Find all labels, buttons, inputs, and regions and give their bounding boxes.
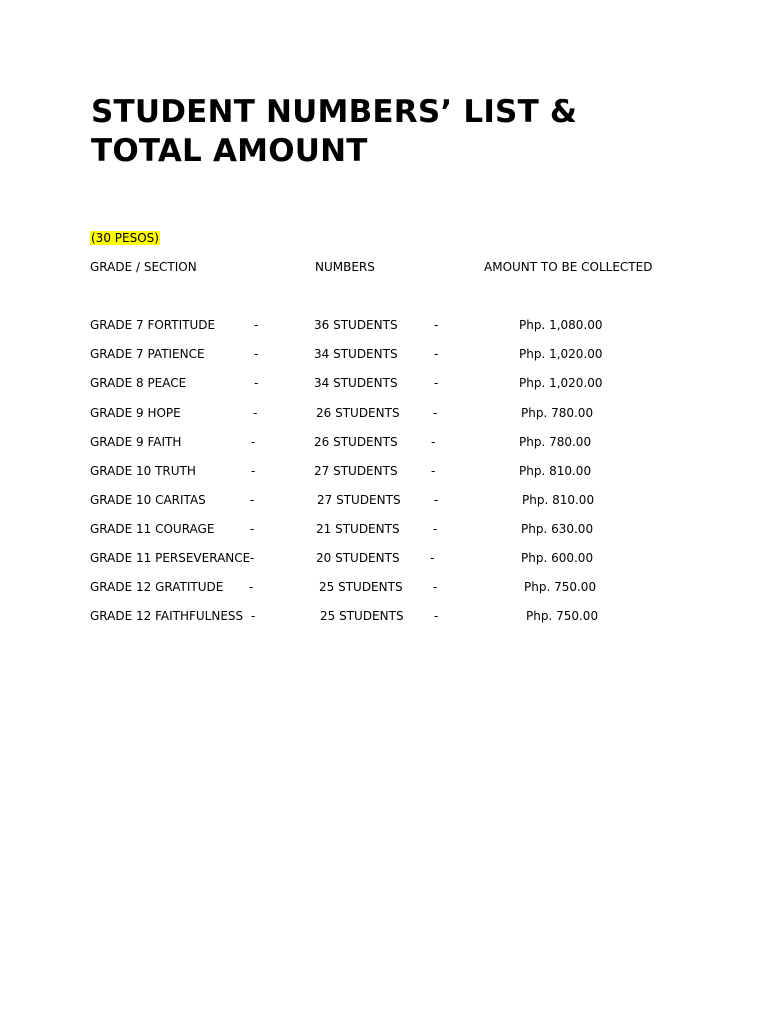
row-6-dash-1: - — [251, 464, 256, 478]
row-5-students: 26 STUDENTS — [314, 435, 398, 449]
row-10-dash-1: - — [249, 580, 254, 594]
row-7-dash-1: - — [250, 493, 255, 507]
row-1-amount: Php. 1,080.00 — [519, 318, 603, 332]
row-6-students: 27 STUDENTS — [314, 464, 398, 478]
price-note — [90, 231, 160, 246]
row-6-section: GRADE 10 TRUTH — [90, 464, 196, 478]
row-3-amount: Php. 1,020.00 — [519, 376, 603, 390]
row-4-dash-2: - — [433, 406, 438, 420]
row-11-students: 25 STUDENTS — [320, 609, 404, 623]
row-1-section: GRADE 7 FORTITUDE — [90, 318, 216, 332]
row-2-section: GRADE 7 PATIENCE — [90, 347, 205, 361]
row-8-section: GRADE 11 COURAGE — [90, 522, 215, 536]
row-9-dash-1: - — [250, 551, 255, 565]
row-5-dash-1: - — [251, 435, 256, 449]
row-4-students: 26 STUDENTS — [316, 406, 400, 420]
row-7-section: GRADE 10 CARITAS — [90, 493, 206, 507]
row-7-students: 27 STUDENTS — [317, 493, 401, 507]
row-2-dash-1: - — [254, 347, 259, 361]
row-2-dash-2: - — [434, 347, 439, 361]
row-5-amount: Php. 780.00 — [519, 435, 592, 449]
row-4-amount: Php. 780.00 — [521, 406, 594, 420]
row-11-dash-2: - — [434, 609, 439, 623]
row-10-section: GRADE 12 GRATITUDE — [90, 580, 224, 594]
price-note-highlight: (30 PESOS) — [91, 231, 159, 245]
row-2-students: 34 STUDENTS — [314, 347, 398, 361]
row-7-dash-2: - — [434, 493, 439, 507]
row-8-students: 21 STUDENTS — [316, 522, 400, 536]
row-4-section: GRADE 9 HOPE — [90, 406, 181, 420]
row-10-students: 25 STUDENTS — [319, 580, 403, 594]
row-9-section: GRADE 11 PERSEVERANCE — [90, 551, 251, 565]
row-11-section: GRADE 12 FAITHFULNESS — [90, 609, 244, 623]
row-4-dash-1: - — [253, 406, 258, 420]
row-6-dash-2: - — [431, 464, 436, 478]
header-numbers: NUMBERS — [315, 260, 375, 274]
row-1-dash-2: - — [434, 318, 439, 332]
row-3-dash-1: - — [254, 376, 259, 390]
row-10-amount: Php. 750.00 — [524, 580, 597, 594]
row-3-students: 34 STUDENTS — [314, 376, 398, 390]
row-8-dash-2: - — [433, 522, 438, 536]
row-8-amount: Php. 630.00 — [521, 522, 594, 536]
row-1-dash-1: - — [254, 318, 259, 332]
header-grade-section: GRADE / SECTION — [90, 260, 197, 274]
header-amount: AMOUNT TO BE COLLECTED — [484, 260, 653, 274]
row-1-students: 36 STUDENTS — [314, 318, 398, 332]
title-line-1: STUDENT NUMBERS’ LIST & — [91, 94, 578, 130]
row-5-dash-2: - — [431, 435, 436, 449]
row-11-amount: Php. 750.00 — [526, 609, 599, 623]
row-11-dash-1: - — [251, 609, 256, 623]
row-2-amount: Php. 1,020.00 — [519, 347, 603, 361]
row-7-amount: Php. 810.00 — [522, 493, 595, 507]
row-5-section: GRADE 9 FAITH — [90, 435, 182, 449]
row-10-dash-2: - — [433, 580, 438, 594]
title-line-2: TOTAL AMOUNT — [91, 133, 368, 169]
row-3-dash-2: - — [434, 376, 439, 390]
row-6-amount: Php. 810.00 — [519, 464, 592, 478]
row-9-students: 20 STUDENTS — [316, 551, 400, 565]
row-8-dash-1: - — [250, 522, 255, 536]
row-3-section: GRADE 8 PEACE — [90, 376, 187, 390]
row-9-amount: Php. 600.00 — [521, 551, 594, 565]
row-9-dash-2: - — [430, 551, 435, 565]
page-title — [91, 93, 691, 171]
